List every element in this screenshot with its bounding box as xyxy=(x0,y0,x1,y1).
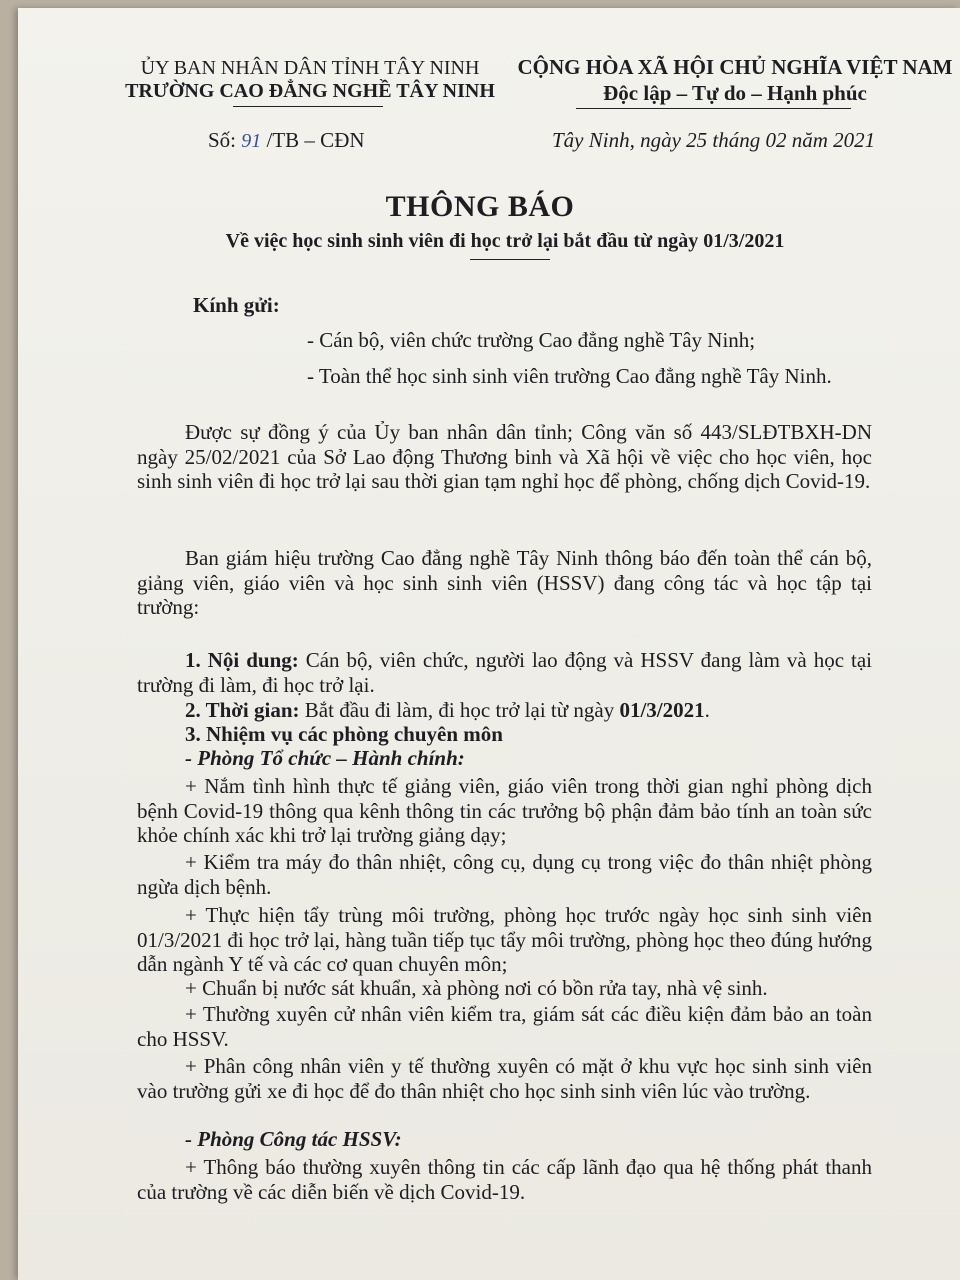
header-school: TRƯỜNG CAO ĐẲNG NGHỀ TÂY NINH xyxy=(125,80,495,102)
dept-admin-heading: - Phòng Tổ chức – Hành chính: xyxy=(185,746,465,770)
subtitle-underline xyxy=(470,259,550,260)
document-subtitle: Về việc học sinh sinh viên đi học trở lại bắt đầu từ ngày 01/3/2021 xyxy=(225,230,785,252)
header-left-underline xyxy=(233,106,383,107)
dept-admin-item: + Thực hiện tẩy trùng môi trường, phòng học trước ngày học sinh sinh viên 01/3/2021 đi học trở lại, hàng tuần tiếp tục tẩy môi trường, phòng học theo đúng hướng dẫn ngành Y tế và các cơ quan chuyên môn; xyxy=(137,903,872,976)
section-content-text: Cán bộ, viên chức, người lao động và HSSV đang làm và học tại trường đi làm, đi học trở lại. xyxy=(137,648,873,697)
header-republic: CỘNG HÒA XÃ HỘI CHỦ NGHĨA VIỆT NAM xyxy=(517,55,953,79)
recipient-item: - Cán bộ, viên chức trường Cao đẳng nghề Tây Ninh; xyxy=(307,328,756,352)
number-suffix: /TB – CĐN xyxy=(266,128,365,152)
dept-admin-item: + Phân công nhân viên y tế thường xuyên có mặt ở khu vực học sinh sinh viên vào trường gửi xe đi học để đo thân nhiệt cho học sinh sinh viên lúc vào trường. xyxy=(137,1054,872,1103)
header-right-underline xyxy=(576,108,851,109)
dept-admin-item: + Nắm tình hình thực tế giảng viên, giáo viên trong thời gian nghỉ phòng dịch bệnh Covid-19 thông qua kênh thông tin các trưởng bộ phận đảm bảo tính an toàn sức khỏe chính xác khi trở lại trường giảng dạy; xyxy=(137,774,872,847)
dept-student-item: + Thông báo thường xuyên thông tin các cấp lãnh đạo qua hệ thống phát thanh của trường về các diễn biến về dịch Covid-19. xyxy=(137,1155,872,1204)
number-prefix: Số: xyxy=(208,128,237,152)
recipients-label: Kính gửi: xyxy=(193,293,280,317)
dept-admin-item: + Kiểm tra máy đo thân nhiệt, công cụ, dụng cụ trong việc đo thân nhiệt phòng ngừa dịch bệnh. xyxy=(137,850,872,899)
section-content-label: 1. Nội dung: xyxy=(185,648,299,672)
section-time xyxy=(137,698,872,723)
announcement-paragraph: Ban giám hiệu trường Cao đẳng nghề Tây Ninh thông báo đến toàn thể cán bộ, giảng viên, giáo viên và học sinh sinh viên (HSSV) đang công tác và học tập tại trường: xyxy=(137,546,872,619)
section-time-label: 2. Thời gian: xyxy=(185,698,300,722)
dept-admin-item: + Chuẩn bị nước sát khuẩn, xà phòng nơi có bồn rửa tay, nhà vệ sinh. xyxy=(185,976,768,1000)
dept-student-heading: - Phòng Công tác HSSV: xyxy=(185,1127,402,1151)
section-time-text: Bắt đầu đi làm, đi học trở lại từ ngày xyxy=(299,698,620,722)
header-province: ỦY BAN NHÂN DÂN TỈNH TÂY NINH xyxy=(140,57,480,79)
section-content xyxy=(137,648,872,697)
intro-paragraph: Được sự đồng ý của Ủy ban nhân dân tỉnh; Công văn số 443/SLĐTBXH-DN ngày 25/02/2021 của Sở Lao động Thương binh và Xã hội về việc cho học viên, học sinh sinh viên đi học trở lại sau thời gian tạm nghỉ học để phòng, chống dịch Covid-19. xyxy=(137,420,872,493)
document-number xyxy=(208,128,365,153)
recipient-item: - Toàn thể học sinh sinh viên trường Cao đẳng nghề Tây Ninh. xyxy=(307,364,832,388)
header-motto: Độc lập – Tự do – Hạnh phúc xyxy=(603,81,867,105)
place-date: Tây Ninh, ngày 25 tháng 02 năm 2021 xyxy=(552,128,876,152)
document-title: THÔNG BÁO xyxy=(385,190,575,223)
dept-admin-item: + Thường xuyên cử nhân viên kiểm tra, giám sát các điều kiện đảm bảo an toàn cho HSSV. xyxy=(137,1002,872,1051)
section-time-end: . xyxy=(704,698,710,722)
section-time-date: 01/3/2021 xyxy=(619,698,705,722)
section-duties-label: 3. Nhiệm vụ các phòng chuyên môn xyxy=(185,722,503,746)
handwritten-number: 91 xyxy=(241,130,262,152)
